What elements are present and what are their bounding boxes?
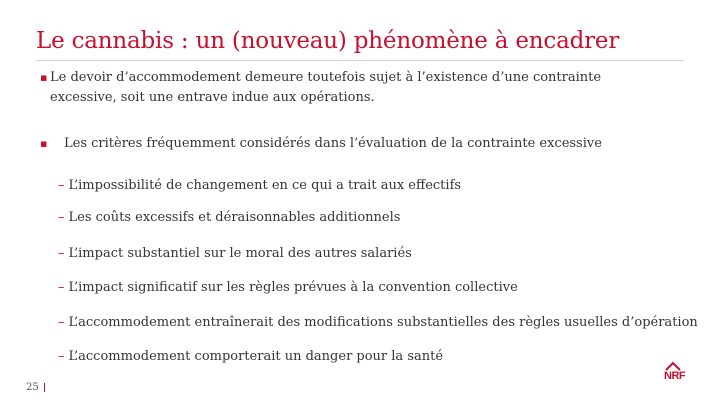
title-divider (36, 60, 684, 61)
bullet-text: Le devoir d’accommodement demeure toutefois sujet à l’existence d’une contrainte excessive, soit une entrave indue aux opérations. (50, 70, 602, 105)
sub-bullet-text: L’accommodement comporterait un danger pour la santé (68, 349, 444, 364)
sub-bullet-item (58, 244, 412, 264)
logo-text: NRF (664, 370, 686, 382)
sub-bullet-item (58, 278, 518, 298)
bullet-marker: ▪ (40, 71, 48, 84)
bullet-item (40, 134, 660, 154)
dash-marker: – (58, 210, 65, 225)
sub-bullet-text: L’accommodement entraînerait des modifications substantielles des règles usuelles d’opération (68, 315, 698, 330)
sub-bullet-item (58, 176, 461, 196)
slide-title: Le cannabis : un (nouveau) phénomène à encadrer (36, 28, 620, 54)
bullet-item (40, 68, 660, 108)
sub-bullet-text: L’impact significatif sur les règles prévues à la convention collective (68, 280, 518, 295)
sub-bullet-text: L’impact substantiel sur le moral des autres salariés (68, 246, 412, 261)
dash-marker: – (58, 178, 65, 193)
sub-bullet-item (58, 347, 443, 367)
bullet-marker: ▪ (40, 137, 48, 150)
sub-bullet-text: Les coûts excessifs et déraisonnables additionnels (68, 210, 401, 225)
sub-bullet-item (58, 313, 698, 333)
page-number: 25 (26, 382, 39, 393)
sub-bullet-text: L’impossibilité de changement en ce qui a trait aux effectifs (68, 178, 462, 193)
sub-bullet-item (58, 208, 400, 228)
dash-marker: – (58, 315, 65, 330)
dash-marker: – (58, 246, 65, 261)
dash-marker: – (58, 280, 65, 295)
bullet-text: Les critères fréquemment considérés dans l’évaluation de la contrainte excessive (64, 136, 602, 151)
page-number-divider (44, 383, 45, 392)
dash-marker: – (58, 349, 65, 364)
